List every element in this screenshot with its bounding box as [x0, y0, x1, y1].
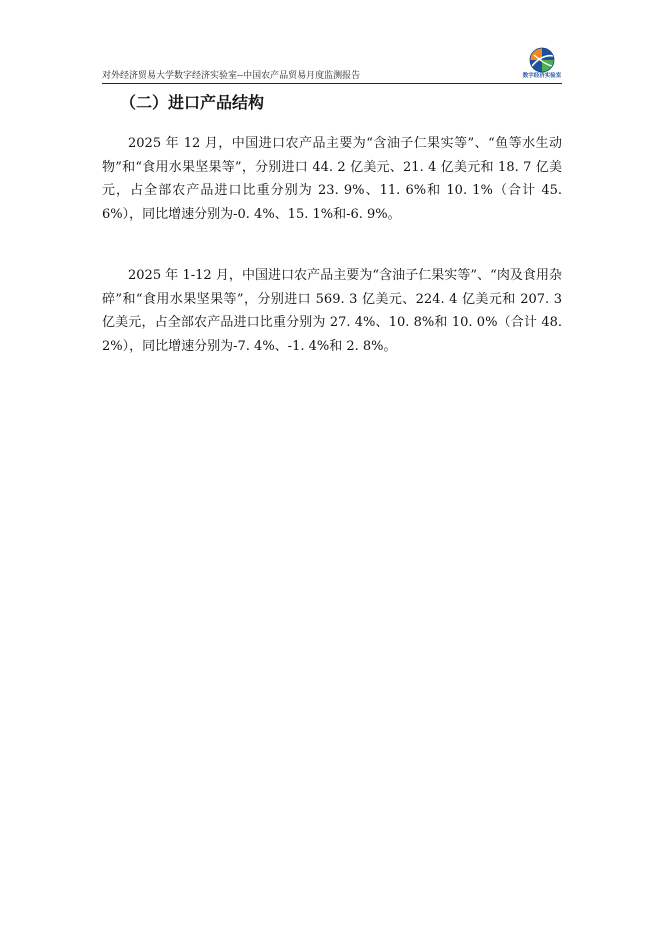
page-header [102, 46, 562, 86]
paragraph-annual: 2025 年 1-12 月，中国进口农产品主要为“含油子仁果实等”、“肉及食用杂碎”和“食用水果坚果等”，分别进口 569. 3 亿美元、224. 4 亿美元和 207. 3 亿美元，占全部农产品进口比重分别为 27. 4%、10. 8%和 10. 0%（合计 48. 2%），同比增速分别为-7. 4%、-1. 4%和 2. 8%。 [102, 268, 562, 354]
lab-logo [520, 46, 564, 82]
running-header-title: 对外经济贸易大学数字经济实验室--中国农产品贸易月度监测报告 [102, 71, 361, 81]
globe-logo-icon [520, 46, 564, 74]
header-divider [102, 83, 562, 84]
logo-text: 数字经济实验室 [522, 73, 562, 79]
paragraph-monthly: 2025 年 12 月，中国进口农产品主要为“含油子仁果实等”、“鱼等水生动物”和“食用水果坚果等”，分别进口 44. 2 亿美元、21. 4 亿美元和 18. 7 亿美元，占全部农产品进口比重分别为 23. 9%、11. 6%和 10. 1%（合计 45. 6%），同比增速分别为-0. 4%、15. 1%和-6. 9%。 [102, 136, 562, 222]
section-title: （二）进口产品结构 [120, 93, 265, 112]
